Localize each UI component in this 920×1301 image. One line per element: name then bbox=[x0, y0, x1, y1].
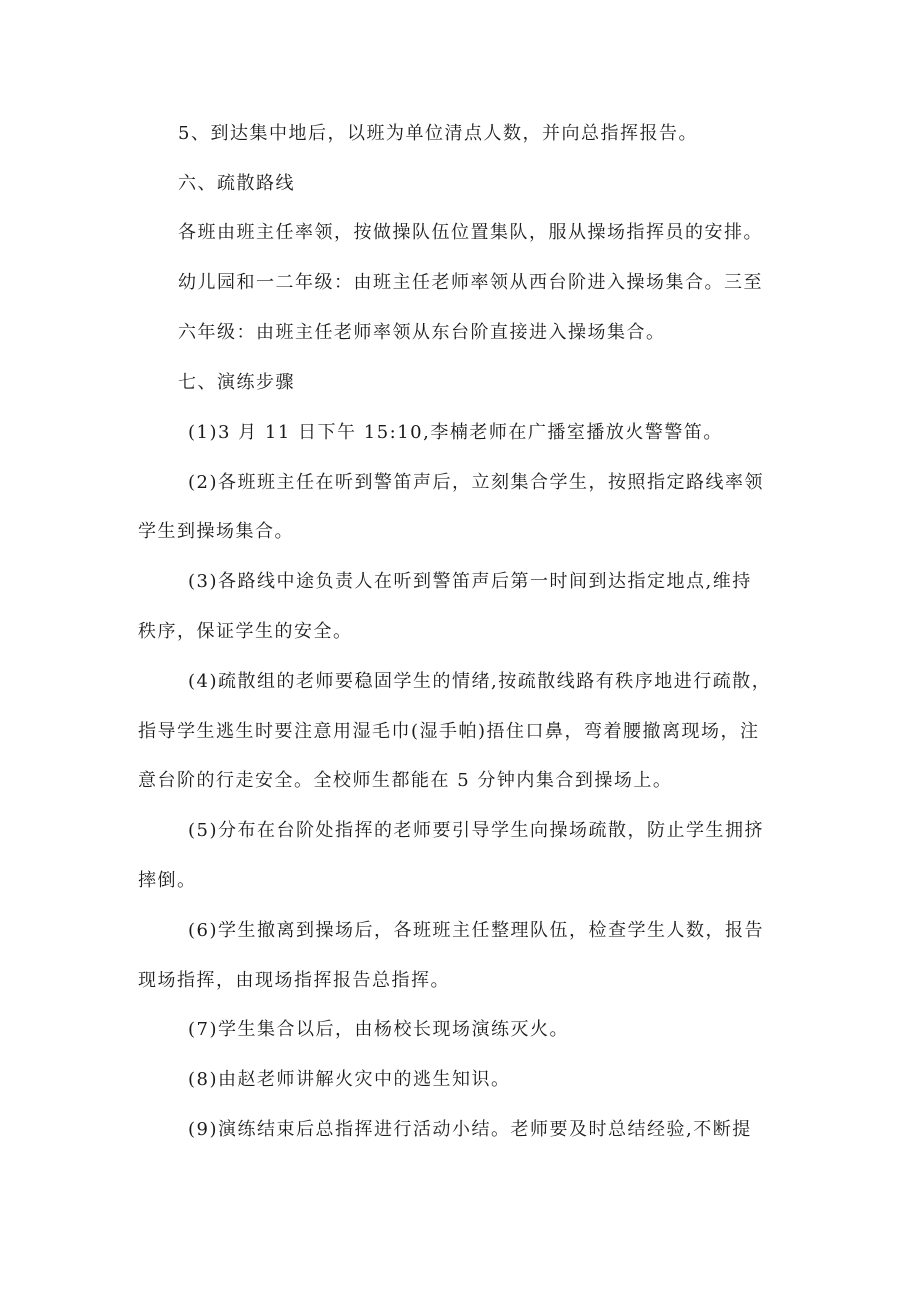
paragraph-item-5-assembly-report: 5、到达集中地后，以班为单位清点人数，并向总指挥报告。 bbox=[178, 123, 698, 144]
paragraph-route-line-2: 幼儿园和一二年级：由班主任老师率领从西台阶进入操场集合。三至 bbox=[178, 272, 763, 293]
step-4-line-3: 意台阶的行走安全。全校师生都能在 5 分钟内集合到操场上。 bbox=[138, 770, 673, 791]
step-6-line-1: (6)学生撤离到操场后，各班班主任整理队伍，检查学生人数，报告 bbox=[188, 920, 764, 941]
section-heading-evacuation-route: 六、疏散路线 bbox=[178, 173, 295, 194]
step-6-line-2: 现场指挥，由现场指挥报告总指挥。 bbox=[138, 970, 450, 991]
step-8-line-1: (8)由赵老师讲解火灾中的逃生知识。 bbox=[188, 1069, 511, 1090]
step-3-line-1: (3)各路线中途负责人在听到警笛声后第一时间到达指定地点,维持 bbox=[188, 571, 752, 592]
step-5-line-2: 摔倒。 bbox=[138, 870, 197, 891]
step-2-line-2: 学生到操场集合。 bbox=[138, 521, 294, 542]
step-9-line-1: (9)演练结束后总指挥进行活动小结。老师要及时总结经验,不断提 bbox=[188, 1119, 752, 1140]
paragraph-route-line-3: 六年级：由班主任老师率领从东台阶直接进入操场集合。 bbox=[178, 322, 666, 343]
step-3-line-2: 秩序，保证学生的安全。 bbox=[138, 621, 353, 642]
step-7-line-1: (7)学生集合以后，由杨校长现场演练灭火。 bbox=[188, 1019, 569, 1040]
step-5-line-1: (5)分布在台阶处指挥的老师要引导学生向操场疏散，防止学生拥挤 bbox=[188, 820, 764, 841]
step-4-line-2: 指导学生逃生时要注意用湿毛巾(湿手帕)捂住口鼻，弯着腰撤离现场，注 bbox=[138, 721, 760, 742]
paragraph-route-line-1: 各班由班主任率领，按做操队伍位置集队，服从操场指挥员的安排。 bbox=[178, 222, 763, 243]
step-2-line-1: (2)各班班主任在听到警笛声后，立刻集合学生，按照指定路线率领 bbox=[188, 472, 764, 493]
step-4-line-1: (4)疏散组的老师要稳固学生的情绪,按疏散线路有秩序地进行疏散， bbox=[188, 671, 772, 692]
step-1-line-1: (1)3 月 11 日下午 15:10,李楠老师在广播室播放火警警笛。 bbox=[188, 422, 723, 443]
section-heading-drill-steps: 七、演练步骤 bbox=[178, 372, 295, 393]
